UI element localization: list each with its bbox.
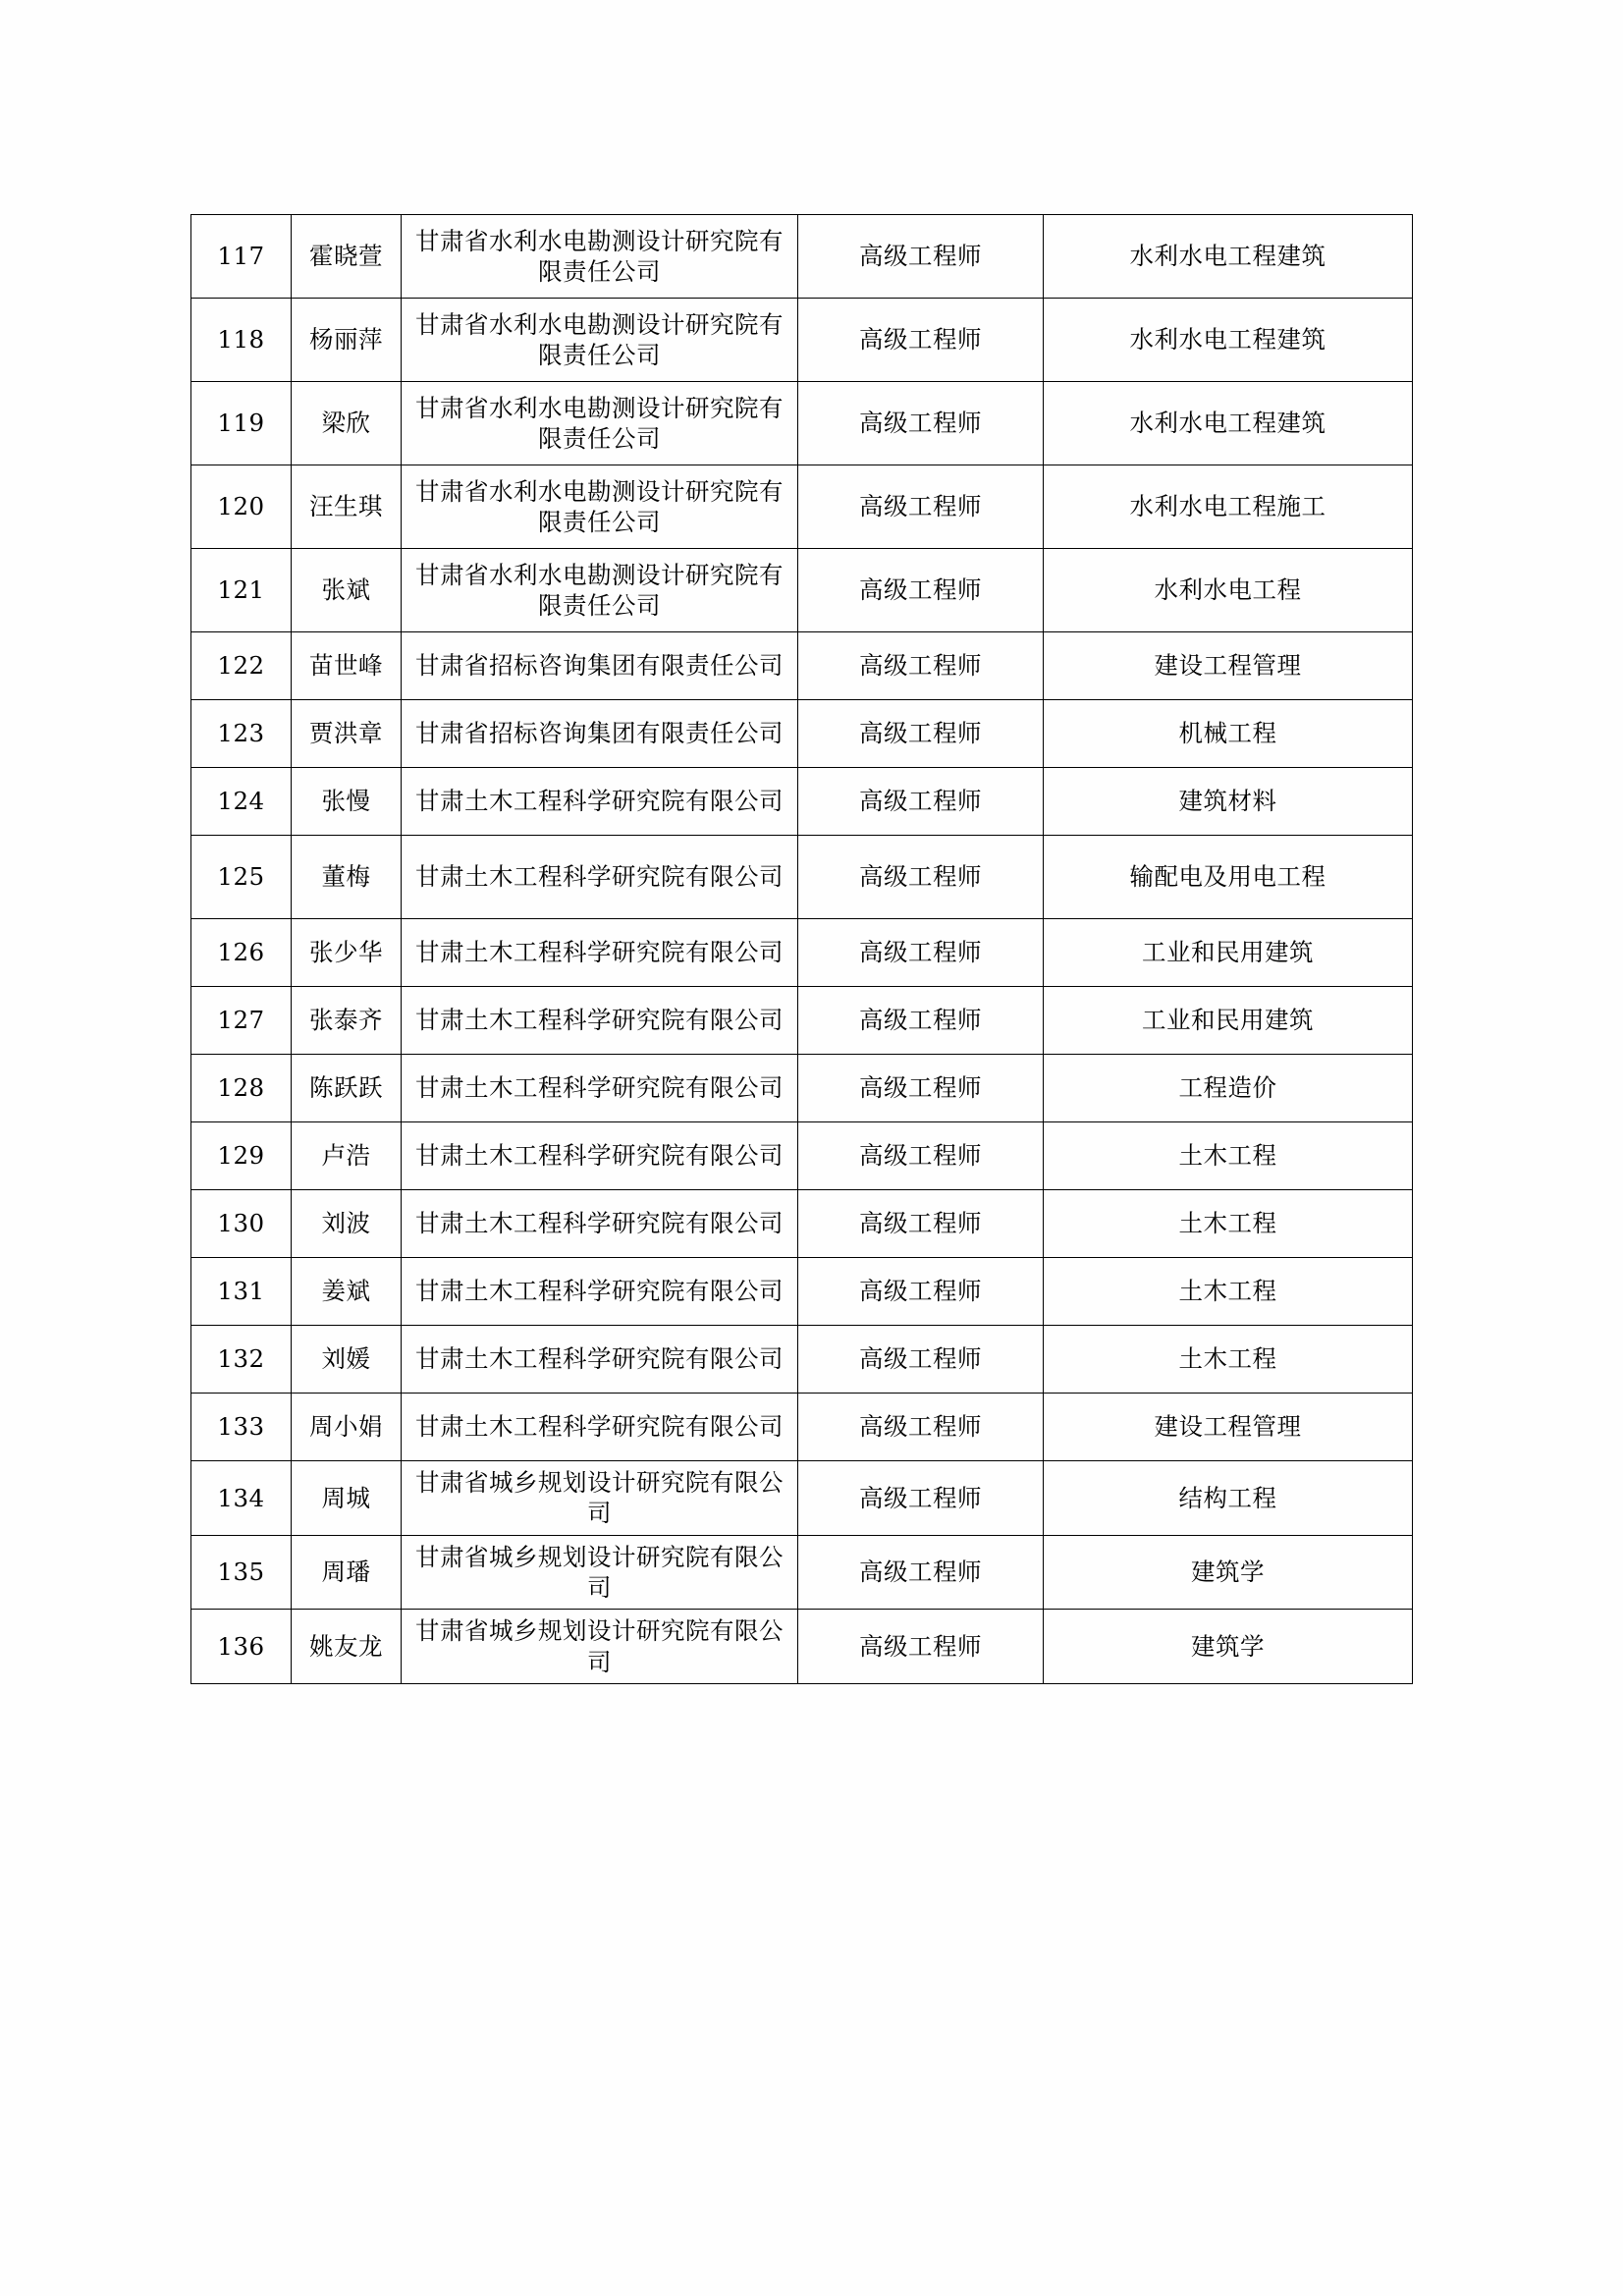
row-major: 水利水电工程建筑 — [1044, 382, 1413, 465]
row-title: 高级工程师 — [798, 632, 1044, 700]
row-name: 陈跃跃 — [292, 1055, 402, 1122]
row-number: 130 — [191, 1190, 292, 1258]
row-number: 134 — [191, 1461, 292, 1536]
table-row — [191, 1610, 1413, 1684]
row-name: 梁欣 — [292, 382, 402, 465]
row-name: 周小娟 — [292, 1394, 402, 1461]
row-organization: 甘肃省水利水电勘测设计研究院有限责任公司 — [402, 215, 798, 299]
table-row — [191, 215, 1413, 299]
row-organization: 甘肃省城乡规划设计研究院有限公司 — [402, 1535, 798, 1610]
row-title: 高级工程师 — [798, 215, 1044, 299]
table-row — [191, 465, 1413, 549]
row-major: 水利水电工程施工 — [1044, 465, 1413, 549]
row-title: 高级工程师 — [798, 1190, 1044, 1258]
row-name: 刘媛 — [292, 1326, 402, 1394]
row-major: 水利水电工程建筑 — [1044, 215, 1413, 299]
row-number: 122 — [191, 632, 292, 700]
row-title: 高级工程师 — [798, 1122, 1044, 1190]
row-number: 126 — [191, 919, 292, 987]
row-major: 土木工程 — [1044, 1190, 1413, 1258]
row-organization: 甘肃土木工程科学研究院有限公司 — [402, 1326, 798, 1394]
row-number: 127 — [191, 987, 292, 1055]
row-name: 张斌 — [292, 549, 402, 632]
row-organization: 甘肃省水利水电勘测设计研究院有限责任公司 — [402, 299, 798, 382]
row-number: 121 — [191, 549, 292, 632]
row-major: 水利水电工程建筑 — [1044, 299, 1413, 382]
row-major: 工程造价 — [1044, 1055, 1413, 1122]
row-name: 汪生琪 — [292, 465, 402, 549]
row-organization: 甘肃土木工程科学研究院有限公司 — [402, 1394, 798, 1461]
row-name: 杨丽萍 — [292, 299, 402, 382]
row-title: 高级工程师 — [798, 1055, 1044, 1122]
row-name: 周城 — [292, 1461, 402, 1536]
row-major: 机械工程 — [1044, 700, 1413, 768]
row-name: 周璠 — [292, 1535, 402, 1610]
row-name: 张慢 — [292, 768, 402, 836]
row-number: 119 — [191, 382, 292, 465]
row-major: 建筑材料 — [1044, 768, 1413, 836]
table-row — [191, 768, 1413, 836]
row-title: 高级工程师 — [798, 299, 1044, 382]
row-major: 建设工程管理 — [1044, 1394, 1413, 1461]
row-title: 高级工程师 — [798, 1610, 1044, 1684]
row-title: 高级工程师 — [798, 382, 1044, 465]
table-row — [191, 1055, 1413, 1122]
row-major: 水利水电工程 — [1044, 549, 1413, 632]
row-name: 张少华 — [292, 919, 402, 987]
row-organization: 甘肃省水利水电勘测设计研究院有限责任公司 — [402, 465, 798, 549]
row-title: 高级工程师 — [798, 1535, 1044, 1610]
table-row — [191, 1326, 1413, 1394]
row-name: 刘波 — [292, 1190, 402, 1258]
roster-table-body — [191, 215, 1413, 1684]
row-major: 建设工程管理 — [1044, 632, 1413, 700]
row-name: 卢浩 — [292, 1122, 402, 1190]
row-number: 118 — [191, 299, 292, 382]
row-organization: 甘肃省水利水电勘测设计研究院有限责任公司 — [402, 382, 798, 465]
row-title: 高级工程师 — [798, 1461, 1044, 1536]
row-number: 123 — [191, 700, 292, 768]
row-organization: 甘肃省招标咨询集团有限责任公司 — [402, 700, 798, 768]
row-organization: 甘肃省城乡规划设计研究院有限公司 — [402, 1461, 798, 1536]
row-number: 117 — [191, 215, 292, 299]
row-organization: 甘肃土木工程科学研究院有限公司 — [402, 987, 798, 1055]
table-row — [191, 1258, 1413, 1326]
row-title: 高级工程师 — [798, 1258, 1044, 1326]
row-number: 129 — [191, 1122, 292, 1190]
row-name: 霍晓萱 — [292, 215, 402, 299]
row-number: 133 — [191, 1394, 292, 1461]
row-major: 建筑学 — [1044, 1535, 1413, 1610]
row-name: 贾洪章 — [292, 700, 402, 768]
row-major: 工业和民用建筑 — [1044, 919, 1413, 987]
row-title: 高级工程师 — [798, 1394, 1044, 1461]
row-name: 张泰齐 — [292, 987, 402, 1055]
table-row — [191, 549, 1413, 632]
row-name: 姜斌 — [292, 1258, 402, 1326]
roster-table-container — [190, 214, 1412, 1684]
row-major: 输配电及用电工程 — [1044, 836, 1413, 919]
table-row — [191, 1535, 1413, 1610]
row-organization: 甘肃土木工程科学研究院有限公司 — [402, 768, 798, 836]
row-number: 131 — [191, 1258, 292, 1326]
table-row — [191, 1394, 1413, 1461]
table-row — [191, 382, 1413, 465]
row-major: 土木工程 — [1044, 1122, 1413, 1190]
table-row — [191, 1190, 1413, 1258]
roster-table — [190, 214, 1413, 1684]
row-organization: 甘肃土木工程科学研究院有限公司 — [402, 1258, 798, 1326]
row-title: 高级工程师 — [798, 836, 1044, 919]
table-row — [191, 700, 1413, 768]
row-number: 125 — [191, 836, 292, 919]
row-organization: 甘肃土木工程科学研究院有限公司 — [402, 1190, 798, 1258]
row-title: 高级工程师 — [798, 700, 1044, 768]
row-title: 高级工程师 — [798, 768, 1044, 836]
row-organization: 甘肃省城乡规划设计研究院有限公司 — [402, 1610, 798, 1684]
row-number: 124 — [191, 768, 292, 836]
row-organization: 甘肃省水利水电勘测设计研究院有限责任公司 — [402, 549, 798, 632]
row-organization: 甘肃土木工程科学研究院有限公司 — [402, 1055, 798, 1122]
table-row — [191, 836, 1413, 919]
row-title: 高级工程师 — [798, 919, 1044, 987]
row-number: 128 — [191, 1055, 292, 1122]
table-row — [191, 1122, 1413, 1190]
row-name: 姚友龙 — [292, 1610, 402, 1684]
row-major: 建筑学 — [1044, 1610, 1413, 1684]
row-organization: 甘肃土木工程科学研究院有限公司 — [402, 919, 798, 987]
row-major: 土木工程 — [1044, 1326, 1413, 1394]
table-row — [191, 987, 1413, 1055]
row-number: 135 — [191, 1535, 292, 1610]
row-major: 结构工程 — [1044, 1461, 1413, 1536]
row-name: 苗世峰 — [292, 632, 402, 700]
row-organization: 甘肃省招标咨询集团有限责任公司 — [402, 632, 798, 700]
row-organization: 甘肃土木工程科学研究院有限公司 — [402, 1122, 798, 1190]
row-major: 工业和民用建筑 — [1044, 987, 1413, 1055]
row-title: 高级工程师 — [798, 465, 1044, 549]
table-row — [191, 1461, 1413, 1536]
row-title: 高级工程师 — [798, 987, 1044, 1055]
row-title: 高级工程师 — [798, 1326, 1044, 1394]
table-row — [191, 632, 1413, 700]
row-number: 120 — [191, 465, 292, 549]
row-number: 132 — [191, 1326, 292, 1394]
row-name: 董梅 — [292, 836, 402, 919]
row-major: 土木工程 — [1044, 1258, 1413, 1326]
row-number: 136 — [191, 1610, 292, 1684]
table-row — [191, 919, 1413, 987]
row-organization: 甘肃土木工程科学研究院有限公司 — [402, 836, 798, 919]
table-row — [191, 299, 1413, 382]
row-title: 高级工程师 — [798, 549, 1044, 632]
